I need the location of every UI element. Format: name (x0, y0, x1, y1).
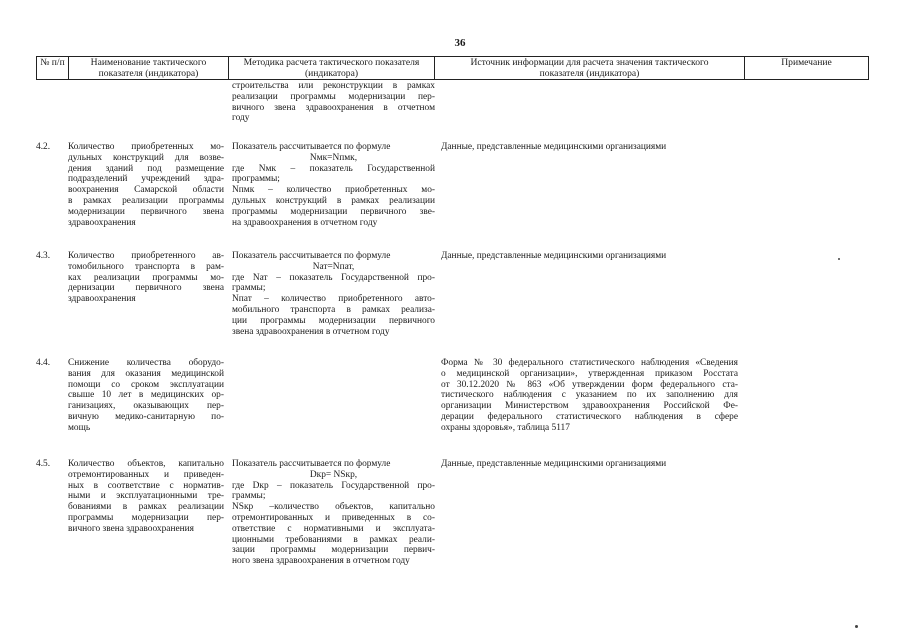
text-line: мощь (68, 422, 91, 433)
header-num: № п/п (36, 57, 68, 79)
indicator-source (441, 142, 738, 153)
text-line: охраны здоровья», таблица 5117 (441, 422, 570, 433)
text-line: строительства или реконструкции в рамках (232, 81, 435, 91)
text-line: воохранения Самарской области (68, 185, 224, 196)
text-line: ционными требованиями в рамках реали- (232, 534, 435, 545)
text-line: звена здравоохранения в отчетном году (232, 326, 390, 337)
indicator-method (232, 142, 435, 228)
text-line: тистического наблюдения с указанием по их заполнению для (441, 390, 738, 401)
text-line: свыше 10 лет в медицинских ор- (68, 390, 224, 401)
text-line: дульных конструкций в рамках реализации (232, 195, 435, 206)
text-line: на здравоохранения в отчетном году (232, 217, 378, 228)
table-header (36, 56, 869, 80)
formula: Dкр= NSкр, (309, 469, 358, 480)
text-line: году (232, 113, 250, 124)
text-line: Данные, представленные медицинскими организациями (441, 142, 667, 152)
text-line: томобильного транспорта в рам- (68, 261, 224, 272)
scan-speck (838, 258, 840, 260)
text-line: дернизации первичного звена (68, 283, 224, 294)
text-line: отремонтированных и приведен- (68, 469, 224, 480)
text-line: зации программы модернизации первич- (232, 545, 435, 556)
indicator-method (232, 251, 435, 337)
row-number: 4.3. (36, 251, 51, 261)
text-line: подразделений учреждений здра- (68, 174, 224, 185)
text-line: модернизации первичного звена (68, 206, 224, 217)
text-line: NSкр –количество объектов, капитально (232, 502, 435, 513)
text-line: помощи со сроком эксплуатации (68, 379, 224, 390)
text-line: Показатель рассчитывается по формуле (232, 142, 391, 152)
text-line: вичного звена здравоохранения в отчетном (232, 102, 435, 113)
text-line: ках реализации программы мо- (68, 272, 224, 283)
text-line: вичного звена здравоохранения (68, 523, 194, 534)
row-number: 4.5. (36, 459, 51, 469)
text-line: ными и эксплуатационными тре- (68, 491, 224, 502)
text-line: Количество приобретенных мо- (68, 142, 224, 152)
text-line: вания для оказания медицинской (68, 368, 224, 379)
text-line: от 30.12.2020 № 863 «Об утверждении форм федерального ста- (441, 379, 738, 390)
text-line: Показатель рассчитывается по формуле (232, 251, 391, 261)
text-line: Данные, представленные медицинскими организациями (441, 459, 667, 469)
row-number: 4.2. (36, 142, 51, 152)
text-line: отремонтированных и приведенных в со- (232, 512, 435, 523)
indicator-method (232, 459, 435, 567)
header-name-line: Наименование тактического (90, 57, 207, 68)
text-line: дульных конструкций для возве- (68, 152, 224, 163)
scan-speck (855, 625, 858, 628)
header-method-line: (индикатора) (304, 68, 359, 79)
header-source-line: показателя (индикатора) (539, 68, 640, 79)
text-line: ответствие с нормативными и эксплуата- (232, 523, 435, 534)
text-line: здравоохранения (68, 217, 136, 228)
text-line: Nпат – количество приобретенного авто- (232, 294, 435, 305)
indicator-source (441, 358, 738, 434)
header-source-line: Источник информации для расчета значения тактического (470, 57, 709, 68)
formula: Nат=Nпат, (312, 261, 355, 272)
text-line: граммы; (232, 491, 266, 502)
indicator-name (68, 358, 224, 434)
header-note: Примечание (744, 57, 869, 79)
text-line: здравоохранения (68, 294, 136, 305)
text-line: Nпмк – количество приобретенных мо- (232, 185, 435, 196)
text-line: мобильного транспорта в рамках реализа- (232, 304, 435, 315)
text-line: ного звена здравоохранения в отчетном году (232, 556, 410, 567)
header-source (434, 57, 744, 79)
text-line: граммы; (232, 283, 266, 294)
page-number: 36 (454, 37, 466, 49)
text-line: Снижение количества оборудо- (68, 358, 224, 368)
text-line: ции программы модернизации первичного (232, 315, 435, 326)
text-line: дерации федерального статистического наблюдения в сфере (441, 411, 738, 422)
header-method (228, 57, 434, 79)
text-line: Количество объектов, капитально (68, 459, 224, 469)
text-line: программы; (232, 174, 280, 185)
text-line: Данные, представленные медицинскими организациями (441, 251, 667, 261)
text-line: программы модернизации первичного зве- (232, 206, 435, 217)
text-line: где Nат – показатель Государственной про- (232, 272, 435, 283)
indicator-name (68, 459, 224, 535)
header-method-line: Методика расчета тактического показателя (243, 57, 420, 68)
continuation-method (232, 81, 435, 124)
row-number: 4.4. (36, 358, 51, 368)
text-line: программы модернизации пер- (68, 512, 224, 523)
indicator-source (441, 459, 738, 470)
header-name (68, 57, 228, 79)
text-line: ных в соответствие с норматив- (68, 480, 224, 491)
text-line: в рамках реализации программы (68, 195, 224, 206)
text-line: вичную медико-санитарную по- (68, 411, 224, 422)
text-line: организации Министерством здравоохранения Российской Фе- (441, 401, 738, 412)
text-line: бованиями в рамках реализации (68, 502, 224, 513)
text-line: Количество приобретенного ав- (68, 251, 224, 261)
indicator-name (68, 142, 224, 228)
formula: Nмк=Nпмк, (309, 152, 358, 163)
text-line: о медицинской организации», утвержденная приказом Росстата (441, 368, 738, 379)
text-line: ганизациях, оказывающих пер- (68, 401, 224, 412)
text-line: где Dкр – показатель Государственной про- (232, 480, 435, 491)
indicator-name (68, 251, 224, 305)
header-name-line: показателя (индикатора) (98, 68, 199, 79)
text-line: реализации программы модернизации пер- (232, 91, 435, 102)
text-line: дения зданий под размещение (68, 163, 224, 174)
text-line: Форма № 30 федерального статистического наблюдения «Сведения (441, 358, 738, 368)
text-line: Показатель рассчитывается по формуле (232, 459, 391, 469)
indicator-source (441, 251, 738, 262)
text-line: где Nмк – показатель Государственной (232, 163, 435, 174)
